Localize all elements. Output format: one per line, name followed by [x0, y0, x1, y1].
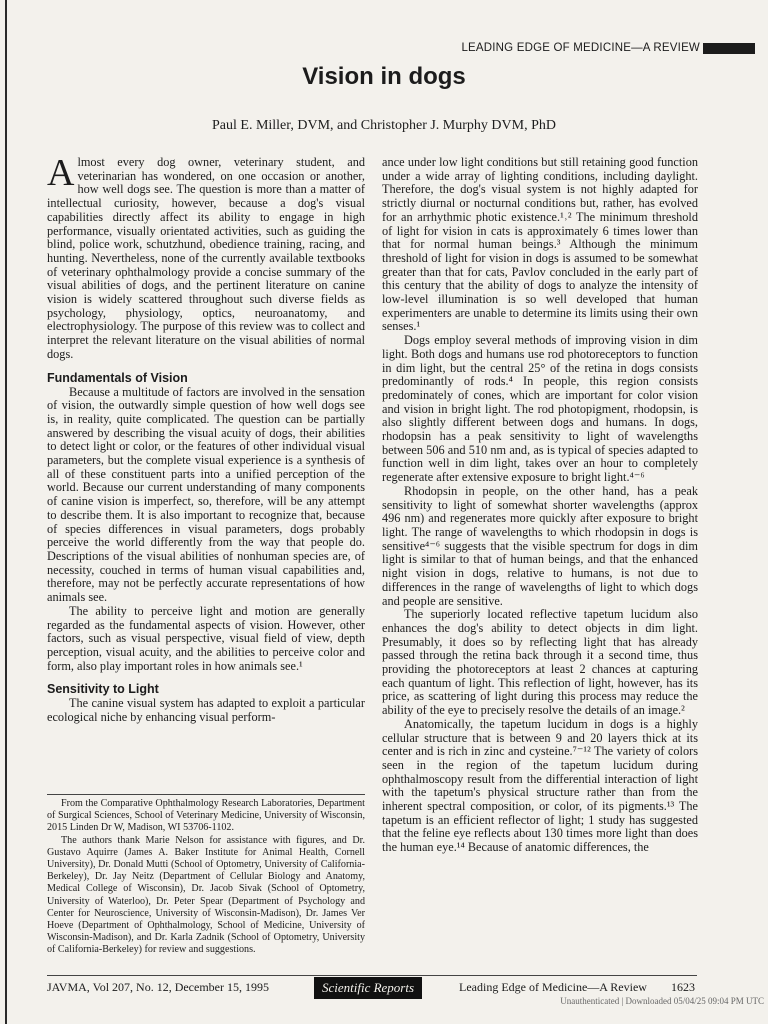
footer-citation: JAVMA, Vol 207, No. 12, December 15, 1995: [47, 980, 269, 994]
heading-sensitivity: Sensitivity to Light: [47, 682, 159, 697]
drop-cap: A: [47, 152, 75, 194]
right-paragraph-4: The superiorly located reflective tapetum lucidum also enhances the dog's ability to detect objects in dim light. Presumably, it does so by reflecting light that has already passed through the retina back through it a second time, thus providing the photoreceptors at least 2 chances at capturing each quantum of light. This reflection of light, however, has its price, as scattering of light during this process may reduce the ability of the eye to precisely resolve the details of an image.²: [382, 607, 698, 718]
fundamentals-paragraph-1: Because a multitude of factors are involved in the sensation of vision, the outwardly simple question of how well dogs see is, in reality, quite complicated. The question can be partially answered by describing the visual acuity of dogs, their abilities to detect light or color, or the features of other individual visual parameters, but the complete visual experience is a synthesis of all of these constituent parts into a unified perception of the world. Because our current understanding of many components of canine vision is imperfect, so, therefore, will be any attempt to describe them. It is also important to recognize that, because of species differences in visual parameters, dogs probably perceive the world differently from the way that people do. Descriptions of the visual abilities of nonhuman species are, of necessity, couched in terms of human visual capabilities and, therefore, may not be perfectly accurate representations of how animals see.: [47, 384, 365, 605]
page-number: 1623: [671, 980, 695, 994]
footer-rule: [47, 975, 697, 976]
footnote-affiliation: From the Comparative Ophthalmology Research Laboratories, Department of Surgical Sciences, School of Veterinary Medicine, University of Wisconsin, 2015 Linden Dr W, Madison, WI 53706-1102.: [47, 798, 365, 834]
intro-paragraph: [47, 152, 365, 362]
right-paragraph-3: Rhodopsin in people, on the other hand, has a peak sensitivity to light of somewhat shorter wavelengths (approx 496 nm) and regenerates more quickly after exposure to bright light. The range of wavelengths to which rhodopsin in dogs is sensitive⁴⁻⁶ suggests that the visible spectrum for dogs in dim light is similar to that of human beings, and that the enhanced night vision in dogs, relative to humans, is not due to differences in the range of wavelengths of light to which dogs and people are sensitive.: [382, 483, 698, 608]
fundamentals-paragraph-2: The ability to perceive light and motion are generally regarded as the fundamental aspects of vision. However, other factors, such as visual perspective, visual field of view, depth perception, visual acuity, and the abilities to perceive color and form, also play important roles in how animals see.¹: [47, 603, 365, 673]
footer-right: [459, 980, 695, 995]
section-badge: Scientific Reports: [314, 977, 422, 999]
right-paragraph-2: Dogs employ several methods of improving vision in dim light. Both dogs and humans use rod photoreceptors to function in dim light, but the central 25° of the retina in dogs consists predominantly of rods.⁴ In people, this region consists predominately of cones, which are important for color vision and vision in bright light. The rod photopigment, rhodopsin, is also slightly different between dogs and humans. In dogs, rhodopsin has a peak sensitivity to light of wavelengths between 506 and 510 nm and, as is typical of species adapted to function well in dim light, takes over an hour to completely regenerate after extensive exposure to bright light.⁴⁻⁶: [382, 333, 698, 485]
heading-fundamentals: Fundamentals of Vision: [47, 370, 188, 385]
running-head: [432, 42, 755, 54]
left-margin-rule: [5, 0, 7, 1024]
right-column: [382, 156, 698, 855]
footer-section-title: Leading Edge of Medicine—A Review: [459, 980, 647, 994]
article-title: Vision in dogs: [302, 63, 466, 90]
right-paragraph-5: Anatomically, the tapetum lucidum in dogs is a highly cellular structure that is between 9 and 20 layers thick at its center and is rich in zinc and cysteine.⁷⁻¹² The variety of colors seen in the region of the tapetum lucidum during ophthalmoscopy result from the differential interaction of light with the tapetum's physical structure rather than from the inherent spectral composition, or color, of its pigments.¹³ The tapetum is an efficient reflector of light; 1 study has suggested that the feline eye reflects about 130 times more light than does the human eye.¹⁴ Because of anatomic differences, the: [382, 716, 698, 855]
footnote-acknowledgment: The authors thank Marie Nelson for assistance with figures, and Dr. Gustavo Aquirre (James A. Baker Institute for Animal Health, Cornell University), Dr. Donald Mutti (School of Optometry, University of California-Berkeley), Dr. Jay Neitz (Department of Cellular Biology and Anatomy, Medical College of Wisconsin), Dr. Jacob Sivak (School of Optometry, University of Waterloo), Dr. Peter Spear (Department of Psychology and Center for Neuroscience, University of Wisconsin-Madison), Dr. James Ver Hoeve (Department of Ophthalmology, School of Medicine, University of Wisconsin-Madison), and Dr. Karla Zadnik (School of Optometry, University of California-Berkeley) for review and suggestions.: [47, 834, 365, 956]
running-head-text: LEADING EDGE OF MEDICINE—A REVIEW: [461, 42, 700, 54]
right-paragraph-1: ance under low light conditions but still retaining good function under a wide array of lighting conditions, including daylight. Therefore, the dog's visual system is not highly adapted for strictly diurnal or nocturnal conditions but, rather, has evolved for an arrhythmic photic existence.¹˒² The minimum threshold of light for vision in cats is approximately 6 times lower than that for normal human beings.³ Although the minimum threshold of light for vision in dogs is assumed to be somewhat greater than that for cats, Pavlov concluded in the early part of this century that the ability of dogs to analyze the intensity of low-level illumination is so well developed that human experimenters are unable to determine its limits using their own senses.¹: [382, 155, 698, 334]
sensitivity-paragraph-1: The canine visual system has adapted to exploit a particular ecological niche by enhancing visual perform-: [47, 696, 365, 725]
left-column: [47, 152, 365, 725]
article-authors: Paul E. Miller, DVM, and Christopher J. Murphy DVM, PhD: [212, 118, 556, 133]
running-head-bar: [703, 43, 755, 54]
intro-text: lmost every dog owner, veterinary student, and veterinarian has wondered, on one occasion or another, how well dogs see. The question is more than a matter of intellectual curiosity, however, because a dog's visual capabilities directly affect its ability to engage in high performance, visually orientated activities, such as guiding the blind, police work, schutzhund, obedience training, racing, and hunting. Nevertheless, none of the currently available textbooks of veterinary ophthalmology provide a concise summary of the visual abilities of dogs, and the pertinent literature on canine vision is widely scattered throughout such diverse fields as psychology, physiology, optics, neuroanatomy, and electrophysiology. The purpose of this review was to collect and interpret the relevant literature on the visual abilities of normal dogs.: [47, 155, 365, 361]
download-stamp: Unauthenticated | Downloaded 05/04/25 09:04 PM UTC: [560, 996, 764, 1006]
footnotes: [47, 794, 365, 957]
